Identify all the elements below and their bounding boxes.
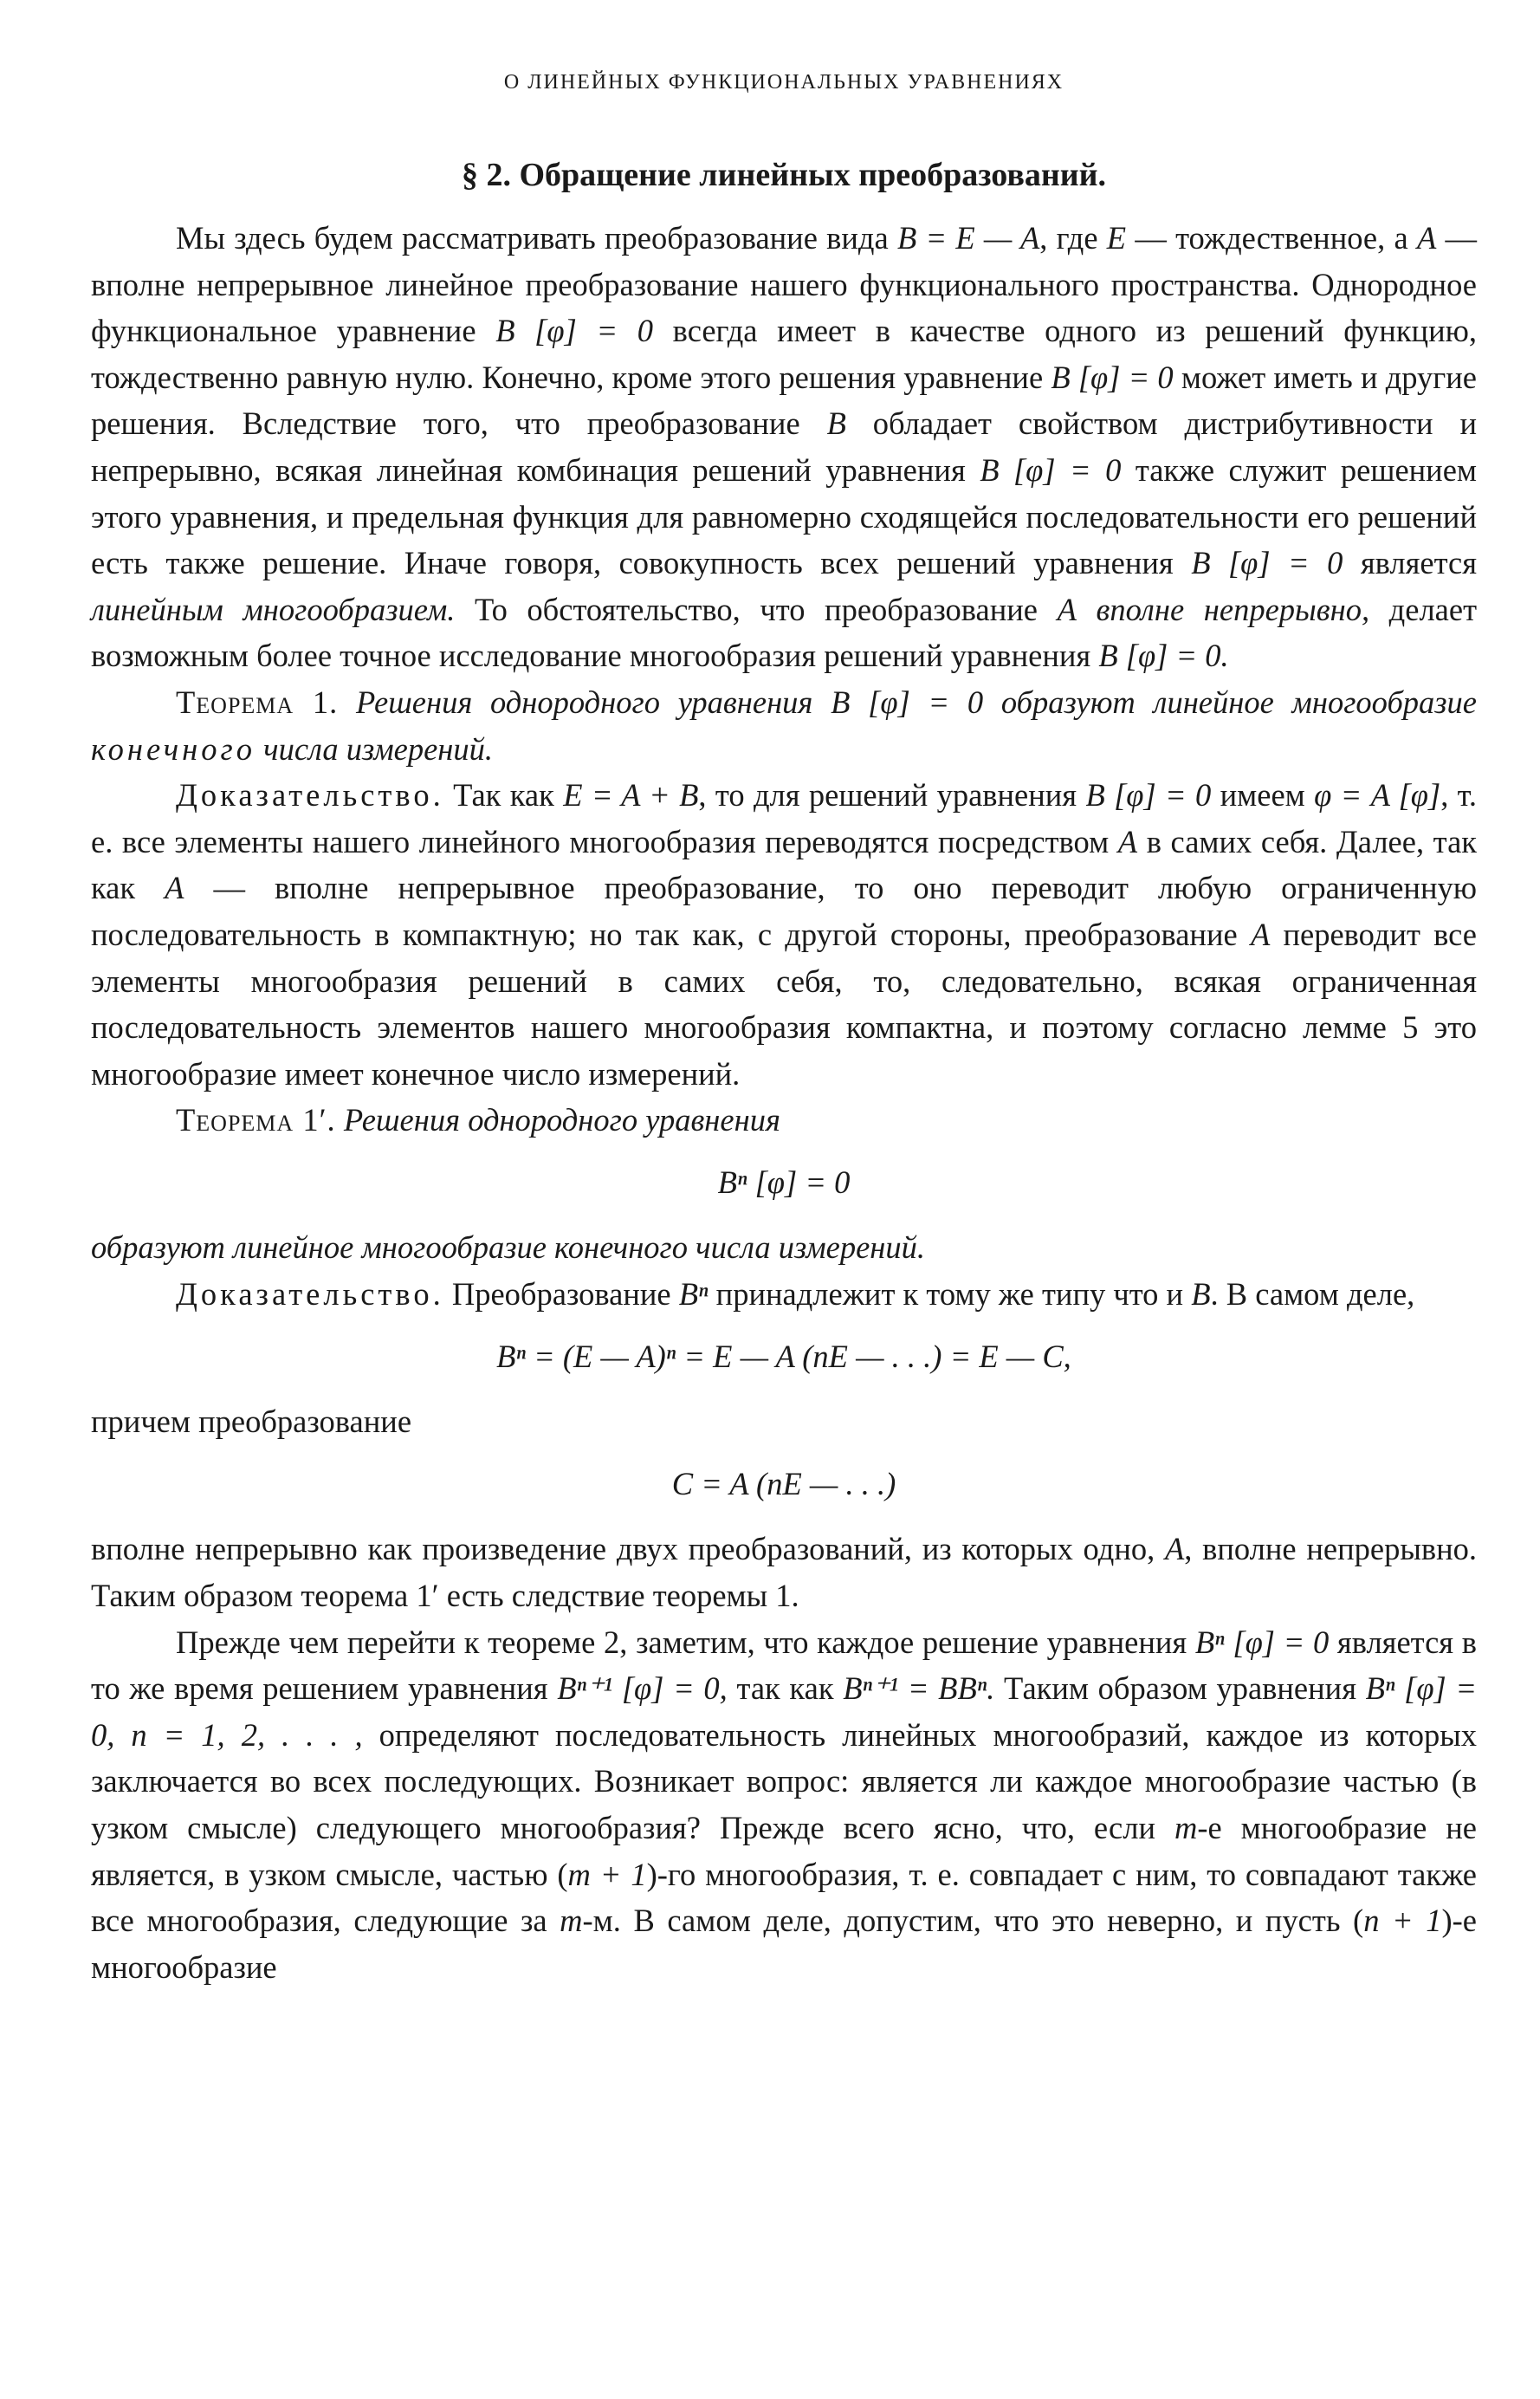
- formula-bn-phi: Bⁿ [φ] = 0: [717, 1164, 851, 1200]
- body-text: [91, 215, 1477, 1990]
- formula-c-definition: C = A (nE — . . .): [671, 1465, 896, 1501]
- proof-2: Доказательство. Преобразование Bⁿ принадлежит к тому же типу что и B. В самом деле,: [176, 1276, 1415, 1313]
- proof-1-label: Доказательство.: [176, 777, 444, 814]
- running-header: О ЛИНЕЙНЫХ ФУНКЦИОНАЛЬНЫХ УРАВНЕНИЯХ: [503, 71, 1064, 94]
- proof-1: Доказательство. Так как E = A + B, то для решений уравнения B [φ] = 0 имеем φ = A [φ], т. е. все элементы нашего линейного многообразия переводятся посредством A в самих себя. Далее, так как A — вполне непрерывное преобразование, то оно переводит любую ограниченную последовательность в компактную; но так как, с другой стороны, преобразование A переводит все элементы многообразия решений в самих себя, то, следовательно, всякая ограниченная последовательность элементов нашего многообразия компактна, и поэтому согласно лемме 5 это многообразие имеет конечное число измерений.: [91, 777, 1478, 1092]
- proof-2-middle: причем преобразование: [91, 1404, 412, 1440]
- proof-2-end: вполне непрерывно как произведение двух преобразований, из которых одно, A, вполне непрерывно. Таким образом теорема 1′ есть следствие теоремы 1.: [91, 1531, 1477, 1614]
- proof-2-label: Доказательство.: [176, 1276, 444, 1313]
- section-title: § 2. Обращение линейных преобразований.: [461, 157, 1107, 193]
- theorem-1-prime: Теорема 1′. Решения однородного уравнения: [176, 1102, 780, 1138]
- formula-bn-expansion: Bⁿ = (E — A)ⁿ = E — A (nE — . . .) = E — C,: [496, 1338, 1071, 1374]
- theorem-1-prime-label: Теорема 1′.: [176, 1102, 336, 1138]
- theorem-1: Теорема 1. Решения однородного уравнения B [φ] = 0 образуют линейное многообразие конечного числа измерений.: [91, 684, 1478, 767]
- theorem-1-prime-continuation: образуют линейное многообразие конечного числа измерений.: [91, 1229, 926, 1266]
- paragraph-intro: Мы здесь будем рассматривать преобразование вида B = E — A, где E — тождественное, а A — вполне непрерывное линейное преобразование нашего функционального пространства. Однородное функциональное уравнение B [φ] = 0 всегда имеет в качестве одного из решений функцию, тождественно равную нулю. Конечно, кроме этого решения уравнение B [φ] = 0 может иметь и другие решения. Вследствие того, что преобразование B обладает свойством дистрибутивности и непрерывно, всякая линейная комбинация решений уравнения B [φ] = 0 также служит решением этого уравнения, и предельная функция для равномерно сходящейся последовательности его решений есть также решение. Иначе говоря, совокупность всех решений уравнения B [φ] = 0 является линейным многообразием. То обстоятельство, что преобразование A вполне непрерывно, делает возможным более точное исследование многообразия решений уравнения B [φ] = 0.: [91, 220, 1478, 674]
- paragraph-before-theorem-2: Прежде чем перейти к теореме 2, заметим, что каждое решение уравнения Bⁿ [φ] = 0 является в то же время решением уравнения Bⁿ⁺¹ [φ] = 0, так как Bⁿ⁺¹ = BBⁿ. Таким образом уравнения Bⁿ [φ] = 0, n = 1, 2, . . . , определяют последовательность линейных многообразий, каждое из которых заключается во всех последующих. Возникает вопрос: является ли каждое многообразие частью (в узком смысле) следующего многообразия? Прежде всего ясно, что, если m-е многообразие не является, в узком смысле, частью (m + 1)-го многообразия, т. е. совпадает с ним, то совпадают также все многообразия, следующие за m-м. В самом деле, допустим, что это неверно, и пусть (n + 1)-е многообразие: [91, 1624, 1478, 1985]
- theorem-1-label: Теорема 1.: [176, 684, 339, 720]
